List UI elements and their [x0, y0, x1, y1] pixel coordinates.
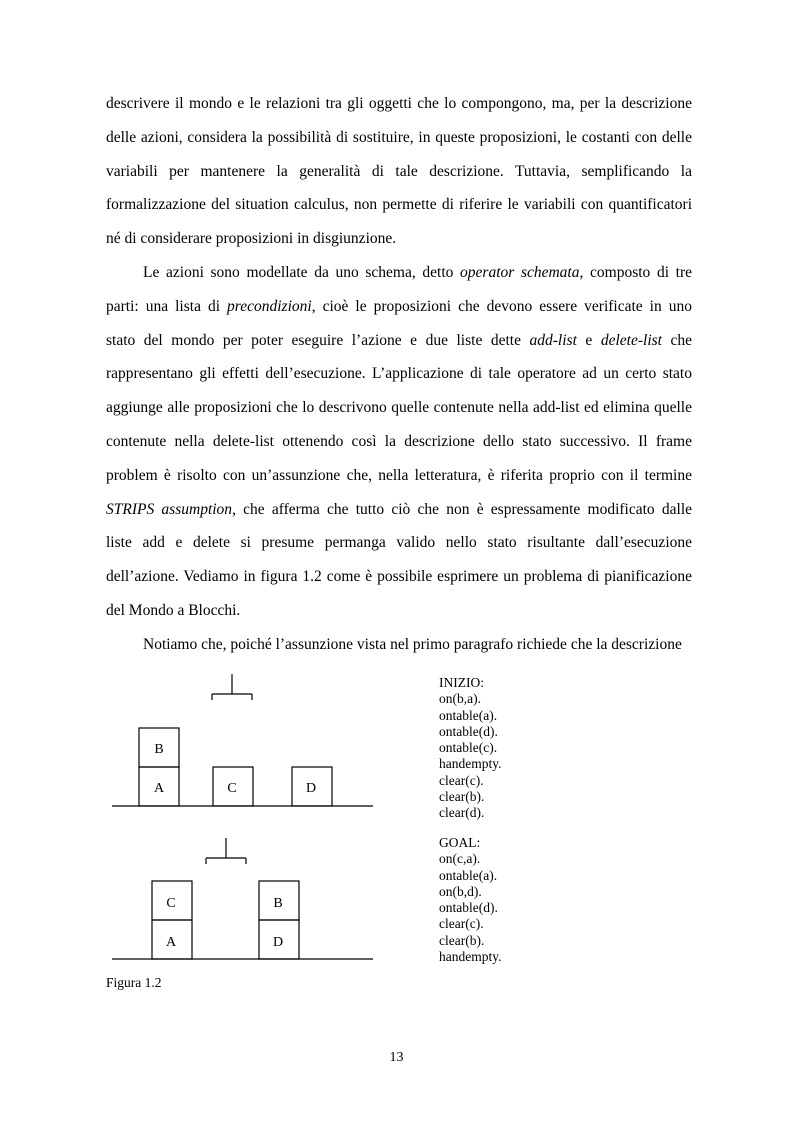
initial-label-a: A [153, 781, 165, 796]
initial-facts [439, 675, 501, 822]
goal-fact: ontable(d). [439, 900, 498, 916]
goal-fact: handempty. [439, 949, 502, 965]
goal-fact: clear(b). [439, 932, 485, 948]
p2-line-9: liste add e delete si presume permanga valido nello stato risultante dall’esecuzione [106, 534, 692, 552]
goal-gripper [206, 838, 246, 864]
initial-fact: clear(c). [439, 772, 484, 788]
p2-line-5: aggiunge alle proposizioni che lo descrivono quelle contenute nella add-list ed elimina quelle [106, 399, 692, 417]
p2-line-4: rappresentano gli effetti dell’esecuzione. L’applicazione di tale operatore ad un certo stato [106, 365, 692, 383]
initial-label-b: B [154, 742, 164, 757]
goal-fact: clear(c). [439, 916, 484, 932]
page-number: 13 [389, 1050, 404, 1065]
goal-label-b: B [273, 896, 283, 911]
initial-fact: ontable(a). [439, 707, 498, 723]
p3-line-1: Notiamo che, poiché l’assunzione vista nel primo paragrafo richiede che la descrizione [143, 635, 682, 653]
initial-fact: clear(d). [439, 805, 485, 821]
initial-fact: clear(b). [439, 789, 485, 805]
p1-line-1: descrivere il mondo e le relazioni tra gli oggetti che lo compongono, ma, per la descrizione [106, 95, 692, 112]
initial-heading: INIZIO: [439, 675, 484, 690]
initial-fact: on(b,a). [439, 691, 481, 707]
initial-label-c: C [227, 781, 237, 796]
goal-heading: GOAL: [439, 835, 481, 850]
p1-line-2: delle azioni, considera la possibilità di sostituire, in queste proposizioni, le costanti con delle [106, 128, 692, 146]
p2-line-8: STRIPS assumption, che afferma che tutto ciò che non è espressamente modificato dalle [106, 500, 693, 518]
goal-fact: on(b,d). [439, 883, 482, 899]
p1-line-4: formalizzazione del situation calculus, non permette di riferire le variabili con quantificatori [106, 196, 692, 214]
goal-label-d: D [272, 935, 284, 950]
p1-line-3: variabili per mantenere la generalità di tale descrizione. Tuttavia, semplificando la [106, 162, 692, 180]
goal-state-diagram [112, 838, 373, 959]
initial-fact: ontable(d). [439, 723, 498, 739]
goal-fact: ontable(a). [439, 867, 498, 883]
goal-facts [439, 835, 501, 965]
p2-line-11: del Mondo a Blocchi. [106, 601, 241, 619]
initial-gripper [212, 674, 252, 700]
p2-line-6: contenute nella delete-list ottenendo così la descrizione dello stato successivo. Il frame [106, 432, 692, 450]
goal-label-a: A [165, 935, 177, 950]
p2-line-7: problem è risolto con un’assunzione che, nella letteratura, è riferita proprio con il termine [106, 466, 692, 484]
goal-label-c: C [166, 896, 176, 911]
initial-state-diagram [112, 674, 373, 806]
p2-line-10: dell’azione. Vediamo in figura 1.2 come è possibile esprimere un problema di pianificazione [106, 568, 692, 586]
initial-fact: ontable(c). [439, 740, 498, 756]
p2-line-2: parti: una lista di precondizioni, cioè le proposizioni che devono essere verificate in uno [106, 297, 692, 315]
initial-fact: handempty. [439, 756, 502, 772]
p2-line-1: Le azioni sono modellate da uno schema, detto operator schemata, composto di tre [143, 263, 693, 281]
goal-fact: on(c,a). [439, 851, 481, 867]
p1-line-5: né di considerare proposizioni in disgiunzione. [106, 230, 397, 248]
initial-label-d: D [305, 781, 317, 796]
figure-caption: Figura 1.2 [106, 975, 162, 990]
p2-line-3: stato del mondo per poter eseguire l’azione e due liste dette add-list e delete-list che [106, 331, 693, 349]
